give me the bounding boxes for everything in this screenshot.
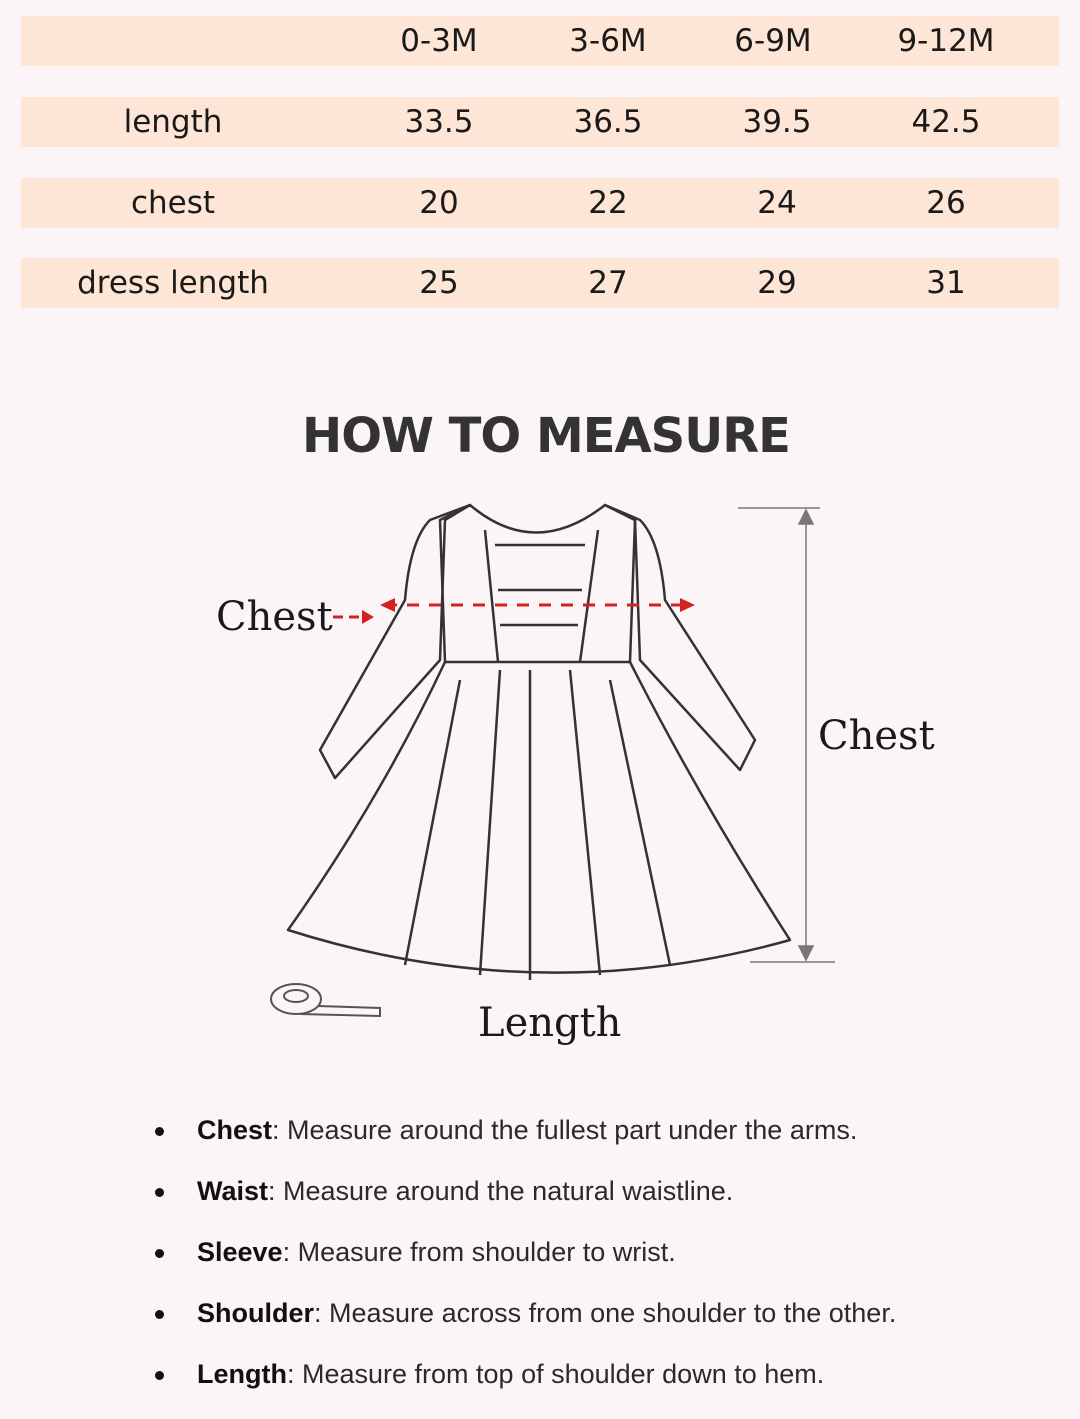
chest-label-right: Chest: [818, 713, 935, 759]
tape-measure-icon: [271, 984, 380, 1016]
cell: 29: [757, 265, 797, 301]
table-header-row: [21, 16, 1059, 66]
cell: 36.5: [573, 104, 643, 140]
cell: 33.5: [404, 104, 474, 140]
cell: 27: [588, 265, 628, 301]
length-label: Length: [478, 1000, 622, 1046]
header-cell: 6-9M: [734, 23, 812, 59]
dress-illustration: [0, 490, 1080, 1050]
header-cell: 9-12M: [897, 23, 995, 59]
row-label: dress length: [77, 265, 269, 301]
row-label: length: [123, 104, 223, 140]
table-row: [21, 97, 1059, 147]
list-item: Sleeve: Measure from shoulder to wrist.: [150, 1230, 896, 1291]
cell: 24: [757, 185, 797, 221]
cell: 25: [419, 265, 459, 301]
cell: 22: [588, 185, 628, 221]
cell: 31: [926, 265, 966, 301]
chest-label-left: Chest: [216, 594, 333, 640]
header-cell: 3-6M: [569, 23, 647, 59]
table-row: [21, 258, 1059, 308]
list-item: Chest: Measure around the fullest part under the arms.: [150, 1108, 896, 1169]
row-label: chest: [130, 185, 216, 221]
list-item: Waist: Measure around the natural waistline.: [150, 1169, 896, 1230]
cell: 42.5: [911, 104, 981, 140]
cell: 39.5: [742, 104, 812, 140]
section-title: HOW TO MEASURE: [302, 408, 790, 464]
list-item: Length: Measure from top of shoulder down to hem.: [150, 1352, 896, 1413]
table-row: [21, 178, 1059, 228]
header-cell: 0-3M: [400, 23, 478, 59]
instruction-list: [150, 1108, 896, 1413]
cell: 20: [419, 185, 459, 221]
list-item: Shoulder: Measure across from one shoulder to the other.: [150, 1291, 896, 1352]
cell: 26: [926, 185, 966, 221]
